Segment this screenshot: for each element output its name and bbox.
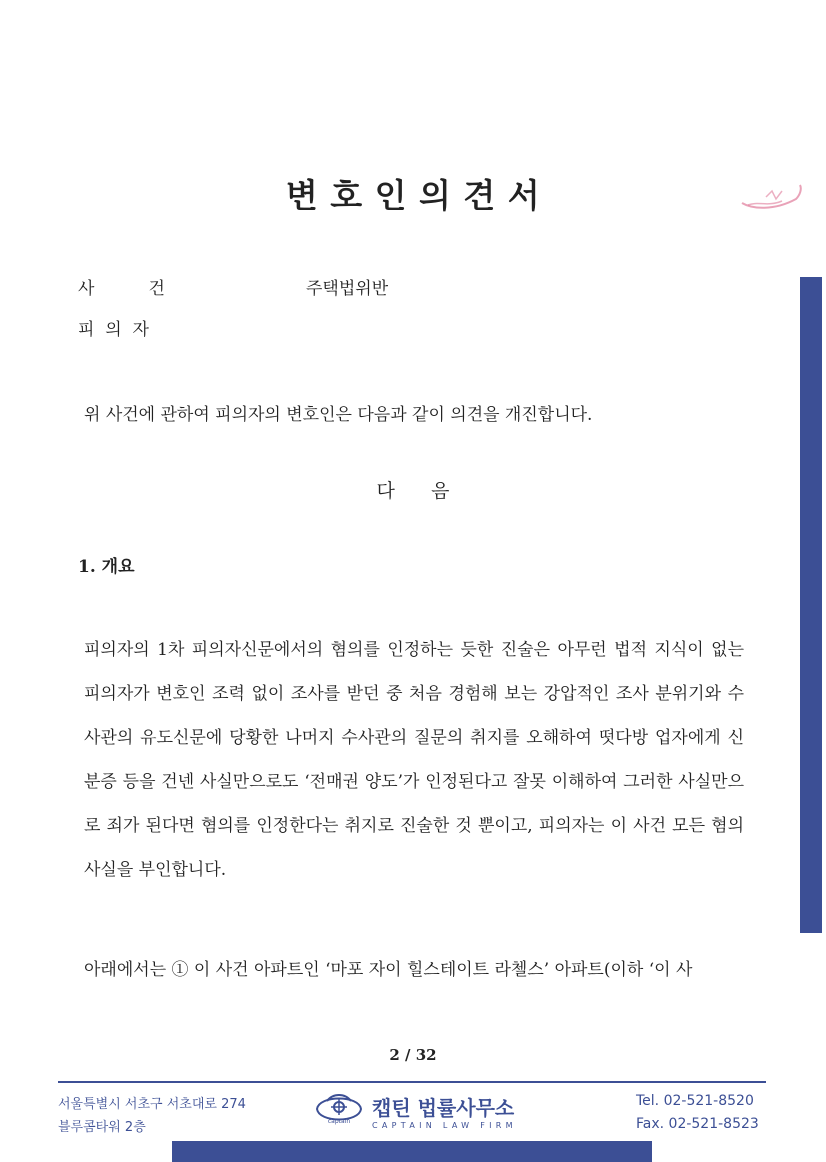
footer-tel: Tel. 02-521-8520 (636, 1093, 754, 1109)
footer-divider (58, 1081, 766, 1083)
footer-address-line2: 블루콤타워 2층 (58, 1120, 146, 1135)
body-paragraph: 피의자의 1차 피의자신문에서의 혐의를 인정하는 듯한 진술은 아무런 법적 지식이 없는 피의자가 변호인 조력 없이 조사를 받던 중 처음 경험해 보는 강압적인 조사 분위기와 수사관의 유도신문에 당황한 나머지 수사관의 질문의 취지를 오해하여 떳다방 업자에게 신분증 등을 건넨 사실만으로도 ‘전매권 양도’가 인정된다고 잘못 이해하여 그러한 사실만으로 죄가 된다면 혐의를 인정한다는 취지로 진술한 것 뿐이고, 피의자는 이 사건 모든 혐의사실을 부인합니다. (84, 640, 744, 880)
document-title: 변 호 인 의 견 서 (285, 176, 541, 215)
body-paragraph-continued: 아래에서는 ① 이 사건 아파트인 ‘마포 자이 힐스테이트 라첼스’ 아파트(이하 ‘이 사 (84, 960, 693, 980)
captain-logo-icon (311, 1087, 367, 1131)
side-accent-bar (800, 277, 822, 933)
footer-fax: Fax. 02-521-8523 (636, 1116, 759, 1132)
bottom-accent-bar (172, 1141, 652, 1162)
case-value: 주택법위반 (306, 279, 389, 299)
seal-stamp (738, 175, 804, 215)
intro-sentence: 위 사건에 관하여 피의자의 변호인은 다음과 같이 의견을 개진합니다. (84, 405, 593, 425)
page-number: 2 / 32 (389, 1046, 437, 1064)
case-label: 사 건 (78, 279, 165, 299)
suspect-label: 피 의 자 (78, 320, 149, 340)
center-heading: 다 음 (376, 480, 450, 502)
section-heading: 1. 개요 (78, 557, 135, 577)
firm-name-english: CAPTAIN LAW FIRM (372, 1121, 517, 1130)
footer-address-line1: 서울특별시 서초구 서초대로 274 (58, 1097, 246, 1112)
firm-name: 캡틴 법률사무소 (372, 1096, 515, 1120)
logo-text: captain (327, 1118, 351, 1125)
